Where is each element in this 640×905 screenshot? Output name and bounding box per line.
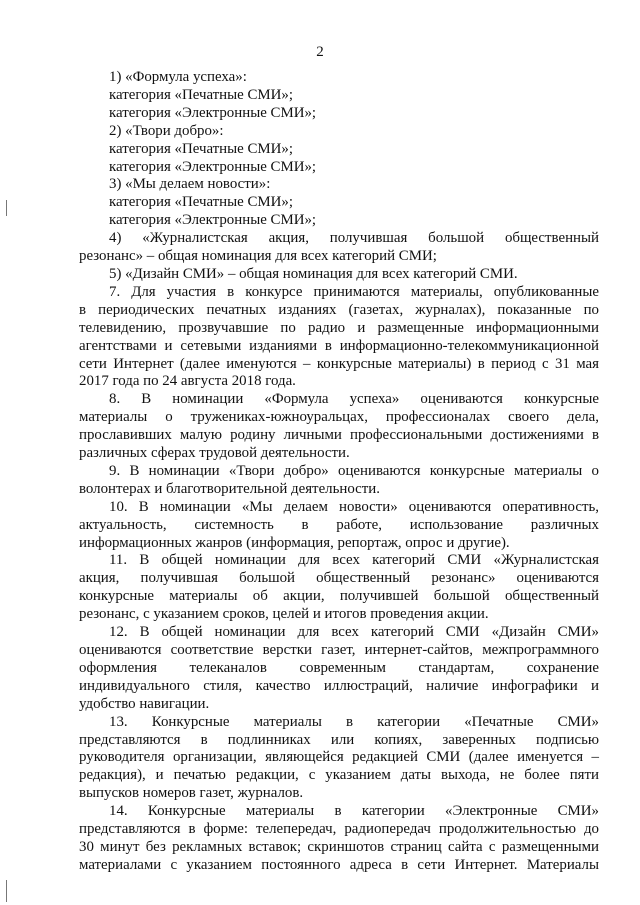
text-line: сети Интернет (далее именуются – конкурсные материалы) в период с 31 мая [79, 355, 599, 372]
text-line: различных сферах трудовой деятельности. [79, 445, 350, 462]
text-line: резонанс, с указанием сроков, целей и итогов проведения акции. [79, 606, 489, 623]
text-line: 9. В номинации «Твори добро» оцениваются конкурсные материалы о [109, 462, 599, 479]
text-line: категория «Электронные СМИ»; [109, 104, 317, 121]
text-line: материалами с указанием постоянного адреса в сети Интернет. Материалы [79, 856, 599, 873]
text-line: оцениваются соответствие верстки газет, интернет-сайтов, межпрограммного [79, 642, 599, 658]
text-line: 4) «Журналистская акция, получившая большой общественный [109, 230, 599, 247]
text-line: выпусков номеров газет, журналов. [79, 785, 304, 802]
text-line: 3) «Мы делаем новости»: [109, 176, 271, 193]
text-line: 1) «Формула успеха»: [109, 69, 247, 85]
text-line: категория «Печатные СМИ»; [109, 86, 293, 103]
text-line: 30 минут без рекламных вставок; скриншотов страниц сайта с размещенными [79, 838, 599, 855]
text-line: категория «Печатные СМИ»; [109, 194, 293, 211]
margin-mark-bottom [6, 880, 7, 902]
text-line: индивидуального стиля, качество иллюстраций, наличие инфографики и [79, 677, 599, 694]
text-line: 2) «Твори добро»: [109, 122, 224, 139]
page-number: 2 [316, 44, 324, 60]
margin-mark [6, 200, 7, 216]
text-line: удобство навигации. [79, 695, 210, 712]
text-line: 10. В номинации «Мы делаем новости» оцениваются оперативность, [109, 498, 599, 515]
document-body [79, 69, 599, 875]
text-line: телевидению, прозвучавшие по радио и размещенные информационными [79, 319, 599, 336]
text-line: редакция), и печатью редакции, с указанием даты выхода, не более пяти [79, 767, 599, 784]
text-line: 11. В общей номинации для всех категорий СМИ «Журналистская [109, 552, 599, 569]
text-line: категория «Электронные СМИ»; [109, 158, 317, 175]
text-line: 7. Для участия в конкурсе принимаются материалы, опубликованные [109, 283, 599, 300]
text-line: оформления телеканалов современным стандартам, сохранение [79, 659, 599, 676]
text-line: в периодических печатных изданиях (газетах, журналах), показанные по [79, 301, 599, 318]
text-line: конкурсные материалы об акции, получившей большой общественный [79, 588, 599, 605]
text-line: 2017 года по 24 августа 2018 года. [79, 373, 296, 390]
text-line: 13. Конкурсные материалы в категории «Печатные СМИ» [109, 713, 599, 730]
text-line: 8. В номинации «Формула успеха» оцениваются конкурсные [109, 391, 599, 408]
text-line: прославивших малую родину личными профессиональными достижениями в [79, 427, 599, 444]
text-line: актуальность, системность в работе, использование различных [79, 516, 599, 533]
text-line: 14. Конкурсные материалы в категории «Электронные СМИ» [109, 803, 599, 820]
text-line: 12. В общей номинации для всех категорий СМИ «Дизайн СМИ» [109, 624, 599, 641]
text-line: представляются в подлинниках или копиях, заверенных подписью [79, 731, 599, 748]
text-line: представляются в форме: телепередач, радиопередач продолжительностью до [79, 821, 599, 838]
text-line: волонтерах и благотворительной деятельности. [79, 480, 380, 497]
text-line: резонанс» – общая номинация для всех категорий СМИ; [79, 248, 437, 265]
text-line: 5) «Дизайн СМИ» – общая номинация для всех категорий СМИ. [109, 265, 518, 282]
text-line: информационных жанров (информация, репортаж, опрос и другие). [79, 534, 510, 551]
text-line: агентствами и сетевыми изданиями в информационно-телекоммуникационной [79, 337, 599, 354]
text-line: акция, получившая большой общественный резонанс» оцениваются [79, 570, 599, 587]
text-line: руководителя организации, являющейся редакцией СМИ (далее именуется – [79, 749, 599, 766]
text-line: категория «Электронные СМИ»; [109, 212, 317, 229]
text-line: материалы о тружениках-южноуральцах, профессионалах своего дела, [79, 409, 599, 426]
text-line: категория «Печатные СМИ»; [109, 140, 293, 157]
